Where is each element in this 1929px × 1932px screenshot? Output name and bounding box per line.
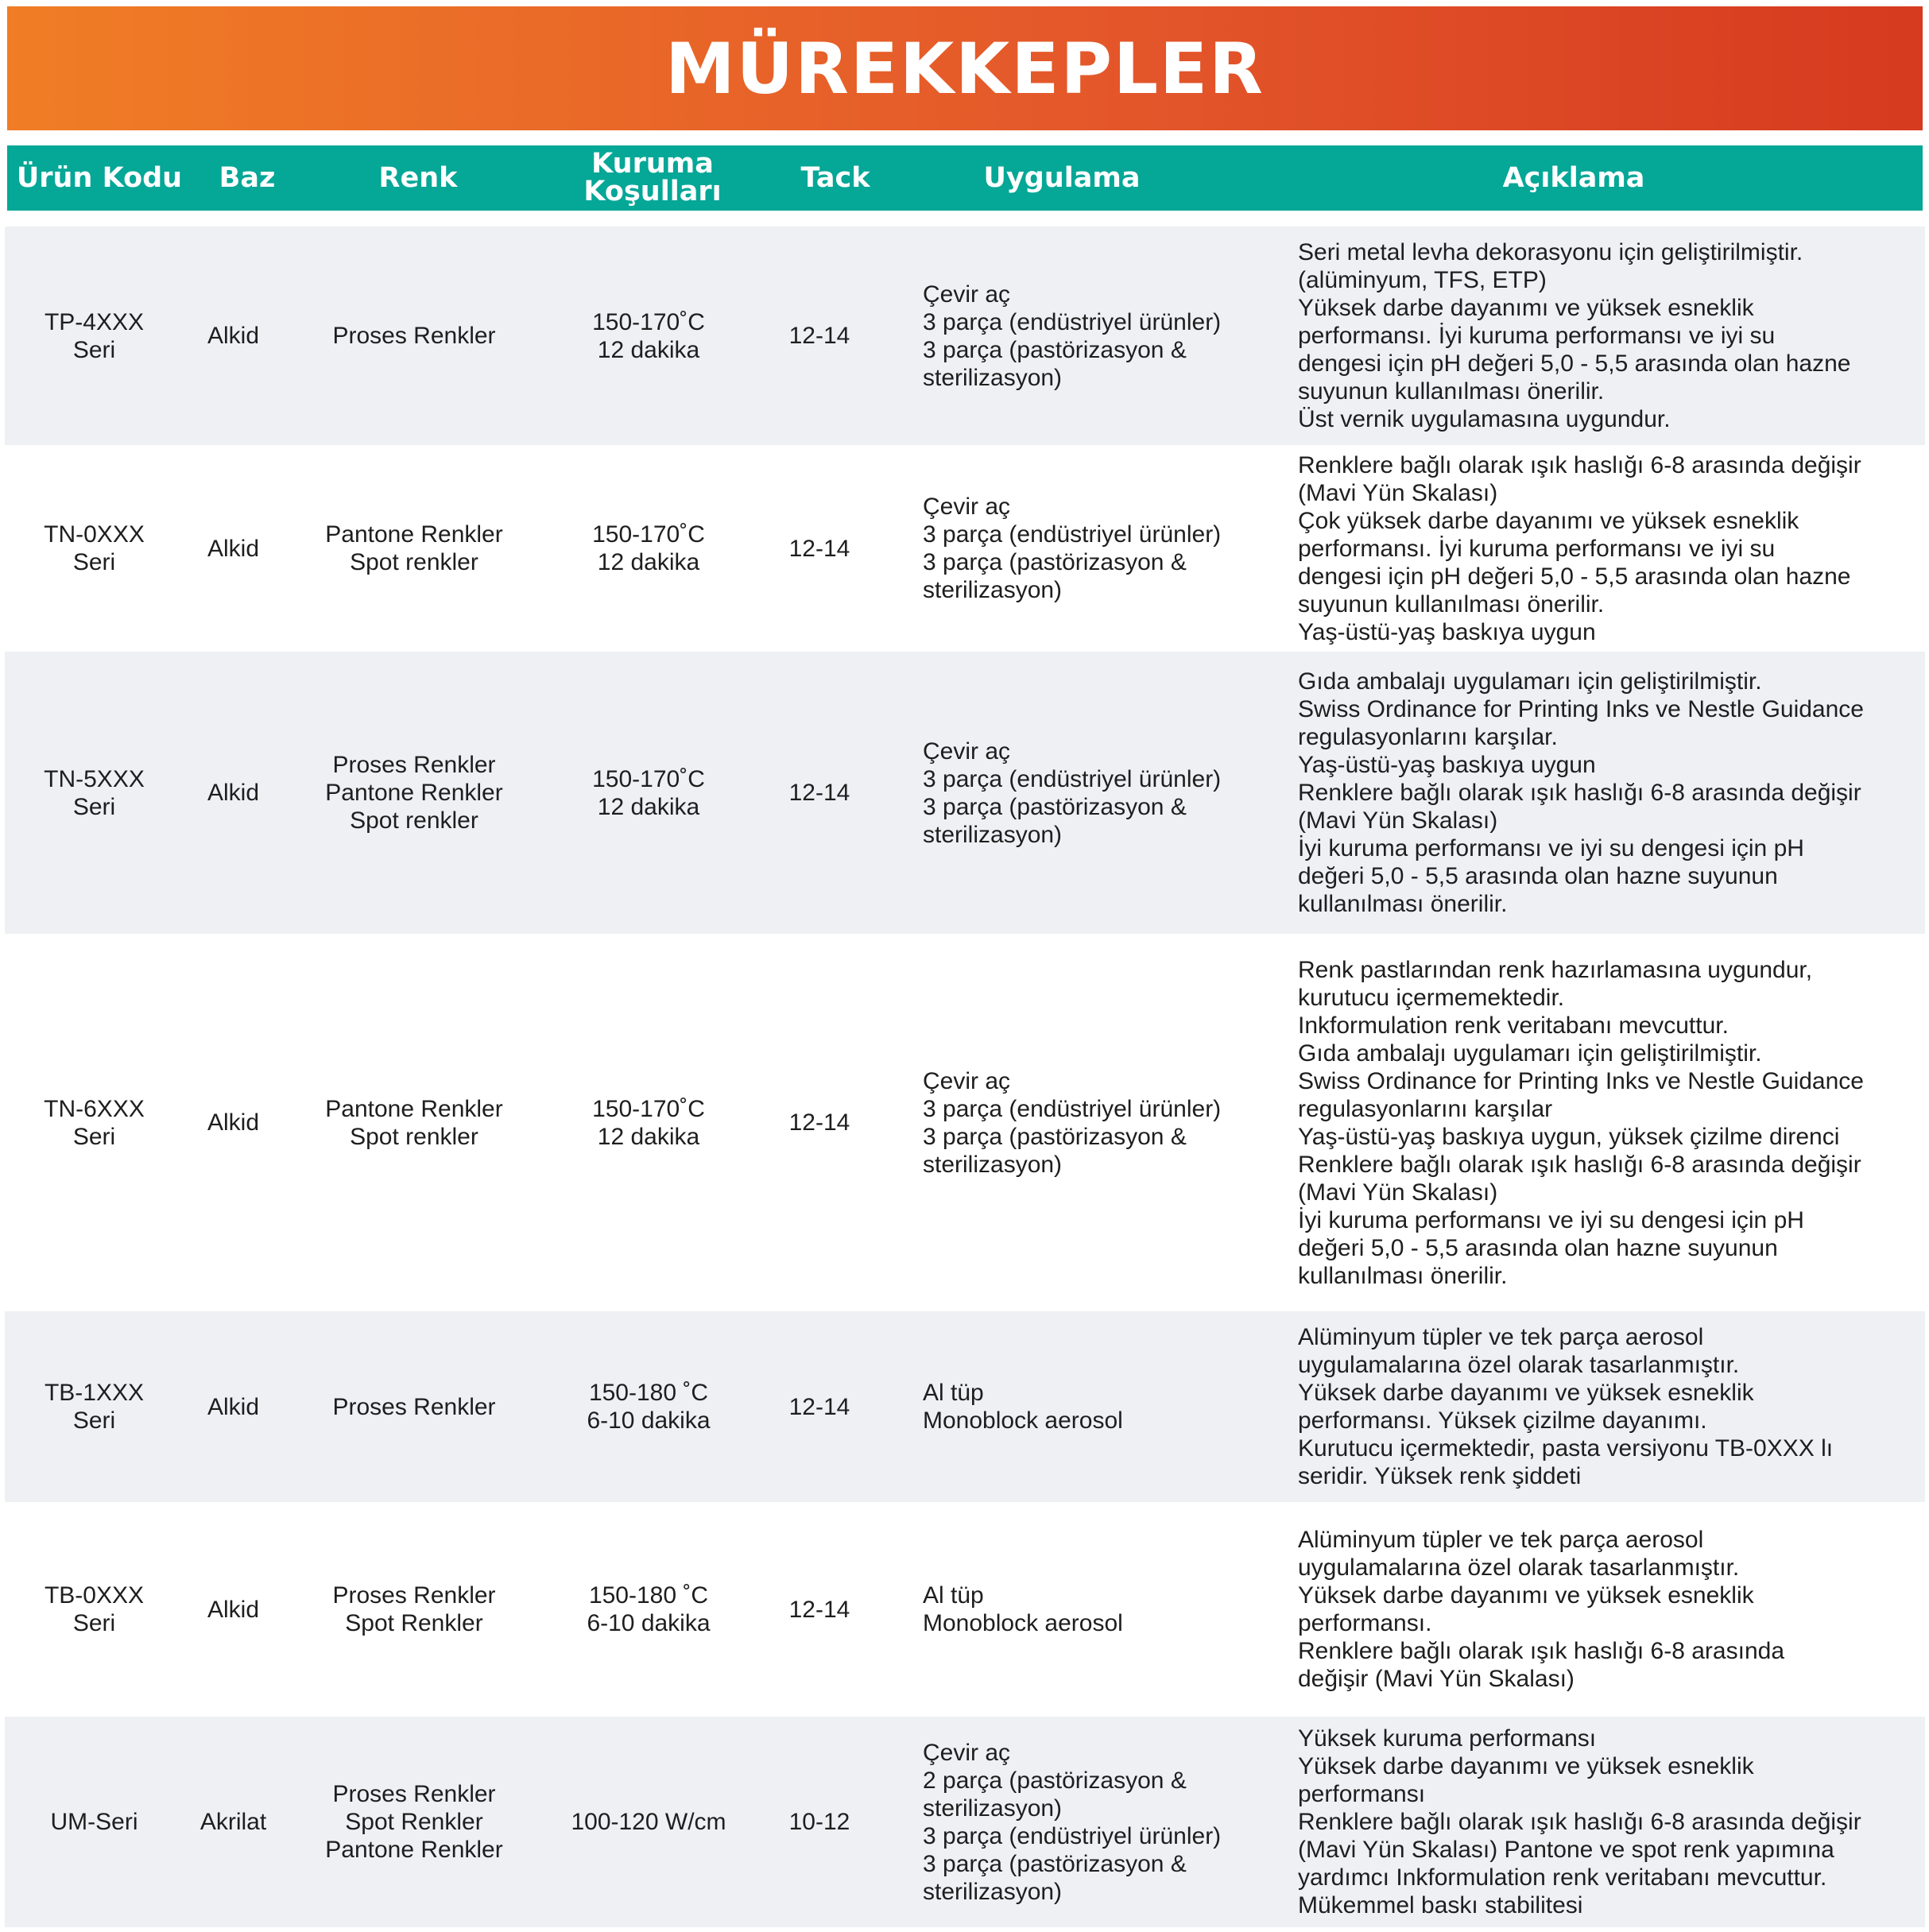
description: Yüksek kuruma performansı Yüksek darbe dayanımı ve yüksek esneklik performansı Renklere bağlı olarak ışık haslığı 6-8 arasında değişir (Mavi Yün Skalası) Pantone ve spot renk yapımına yardımcı Inkformulation renk veritabanı mevcuttur. Mükemmel baskı stabilitesi <box>1298 1725 1861 1918</box>
table-row <box>5 1717 1925 1927</box>
product-code: TB-0XXX Seri <box>44 1582 145 1636</box>
drying-conditions: 150-180 ˚C 6-10 dakika <box>587 1582 711 1636</box>
table-row <box>5 1502 1925 1717</box>
application: Çevir aç 3 parça (endüstriyel ürünler) 3 parça (pastörizasyon & sterilizasyon) <box>923 1067 1222 1178</box>
application: Çevir aç 2 parça (pastörizasyon & sterilizasyon) 3 parça (endüstriyel ürünler) 3 parça (pastörizasyon & sterilizasyon) <box>923 1739 1222 1905</box>
header-color: Renk <box>378 161 458 194</box>
drying-conditions: 150-170˚C 12 dakika <box>592 765 705 820</box>
base-type: Alkid <box>207 535 260 562</box>
product-code: TN-0XXX Seri <box>44 521 145 575</box>
application: Çevir aç 3 parça (endüstriyel ürünler) 3 parça (pastörizasyon & sterilizasyon) <box>923 494 1222 603</box>
description: Gıda ambalajı uygulamarı için geliştirilmiştir. Swiss Ordinance for Printing Inks ve Nestle Guidance regulasyonlarını karşılar. Yaş-üstü-yaş baskıya uygun Renklere bağlı olarak ışık haslığı 6-8 arasında değişir (Mavi Yün Skalası) İyi kuruma performansı ve iyi su dengesi için pH değeri 5,0 - 5,5 arasında olan hazne suyunun kullanılması önerilir. <box>1298 668 1864 917</box>
table-row <box>5 1311 1925 1502</box>
page-title: MÜREKKEPLER <box>665 27 1265 110</box>
base-type: Alkid <box>207 780 260 806</box>
table-row <box>5 226 1925 445</box>
header-base: Baz <box>219 161 276 194</box>
description: Seri metal levha dekorasyonu için geliştirilmiştir. (alüminyum, TFS, ETP) Yüksek darbe dayanımı ve yüksek esneklik performansı. İyi kuruma performansı ve iyi su dengesi için pH değeri 5,0 - 5,5 arasında olan hazne suyunun kullanılması önerilir. Üst vernik uygulamasına uygundur. <box>1298 239 1851 432</box>
application: Al tüp Monoblock aerosol <box>923 1380 1123 1434</box>
table-row <box>5 652 1925 934</box>
drying-conditions: 150-180 ˚C 6-10 dakika <box>587 1380 711 1434</box>
application: Çevir aç 3 parça (endüstriyel ürünler) 3 parça (pastörizasyon & sterilizasyon) <box>923 281 1222 391</box>
color-type: Proses Renkler <box>332 323 496 349</box>
description: Alüminyum tüpler ve tek parça aerosol uygulamalarına özel olarak tasarlanmıştır. Yüksek darbe dayanımı ve yüksek esneklik performansı. Yüksek çizilme dayanımı. Kurutucu içermektedir, pasta versiyonu TB-0XXX lı seridir. Yüksek renk şiddeti <box>1298 1324 1834 1489</box>
description: Renklere bağlı olarak ışık haslığı 6-8 arasında değişir (Mavi Yün Skalası) Çok yüksek darbe dayanımı ve yüksek esneklik performansı. İyi kuruma performansı ve iyi su dengesi için pH değeri 5,0 - 5,5 arasında olan hazne suyunun kullanılması önerilir. Yaş-üstü-yaş baskıya uygun <box>1298 451 1861 645</box>
tack-value: 12-14 <box>788 1596 850 1623</box>
base-type: Alkid <box>207 1596 260 1623</box>
color-type: Pantone Renkler Spot renkler <box>325 521 503 575</box>
header-product-code: Ürün Kodu <box>16 161 183 194</box>
color-type: Pantone Renkler Spot renkler <box>325 1095 503 1150</box>
color-type: Proses Renkler Spot Renkler <box>332 1582 496 1636</box>
header-tack: Tack <box>800 161 870 194</box>
table-row <box>5 934 1925 1311</box>
product-code: TP-4XXX Seri <box>44 308 145 363</box>
color-type: Proses Renkler Pantone Renkler Spot renkler <box>325 752 503 834</box>
tack-value: 12-14 <box>788 1393 850 1420</box>
tack-value: 12-14 <box>788 323 850 349</box>
product-code: TN-5XXX Seri <box>44 765 145 820</box>
drying-conditions: 100-120 W/cm <box>571 1809 726 1835</box>
table-header <box>7 145 1923 211</box>
color-type: Proses Renkler <box>332 1393 496 1420</box>
tack-value: 12-14 <box>788 1109 850 1136</box>
header-application: Uygulama <box>983 161 1141 194</box>
tack-value: 10-12 <box>788 1809 850 1835</box>
base-type: Akrilat <box>199 1809 267 1835</box>
product-code: TN-6XXX Seri <box>44 1095 145 1150</box>
base-type: Alkid <box>207 323 260 349</box>
header-drying-conditions: Kuruma Koşulları <box>583 148 722 207</box>
description: Renk pastlarından renk hazırlamasına uygundur, kurutucu içermemektedir. Inkformulation renk veritabanı mevcuttur. Gıda ambalajı uygulamarı için geliştirilmiştir. Swiss Ordinance for Printing Inks ve Nestle Guidance regulasyonlarını karşılar Yaş-üstü-yaş baskıya uygun, yüksek çizilme direnci Renklere bağlı olarak ışık haslığı 6-8 arasında değişir (Mavi Yün Skalası) İyi kuruma performansı ve iyi su dengesi için pH değeri 5,0 - 5,5 arasında olan hazne suyunun kullanılması önerilir. <box>1298 956 1864 1289</box>
application: Çevir aç 3 parça (endüstriyel ürünler) 3 parça (pastörizasyon & sterilizasyon) <box>923 738 1222 848</box>
table-row <box>5 445 1925 652</box>
product-code: UM-Seri <box>50 1809 138 1835</box>
title-banner <box>7 6 1923 130</box>
application: Al tüp Monoblock aerosol <box>923 1582 1123 1636</box>
tack-value: 12-14 <box>788 780 850 806</box>
header-description: Açıklama <box>1502 161 1645 194</box>
tack-value: 12-14 <box>788 535 850 562</box>
description: Alüminyum tüpler ve tek parça aerosol uygulamalarına özel olarak tasarlanmıştır. Yüksek darbe dayanımı ve yüksek esneklik performansı. Renklere bağlı olarak ışık haslığı 6-8 arasında değişir (Mavi Yün Skalası) <box>1298 1527 1784 1692</box>
drying-conditions: 150-170˚C 12 dakika <box>592 521 705 575</box>
base-type: Alkid <box>207 1109 260 1136</box>
drying-conditions: 150-170˚C 12 dakika <box>592 308 705 363</box>
product-code: TB-1XXX Seri <box>44 1380 145 1434</box>
base-type: Alkid <box>207 1393 260 1420</box>
color-type: Proses Renkler Spot Renkler Pantone Renkler <box>325 1781 503 1863</box>
drying-conditions: 150-170˚C 12 dakika <box>592 1095 705 1150</box>
